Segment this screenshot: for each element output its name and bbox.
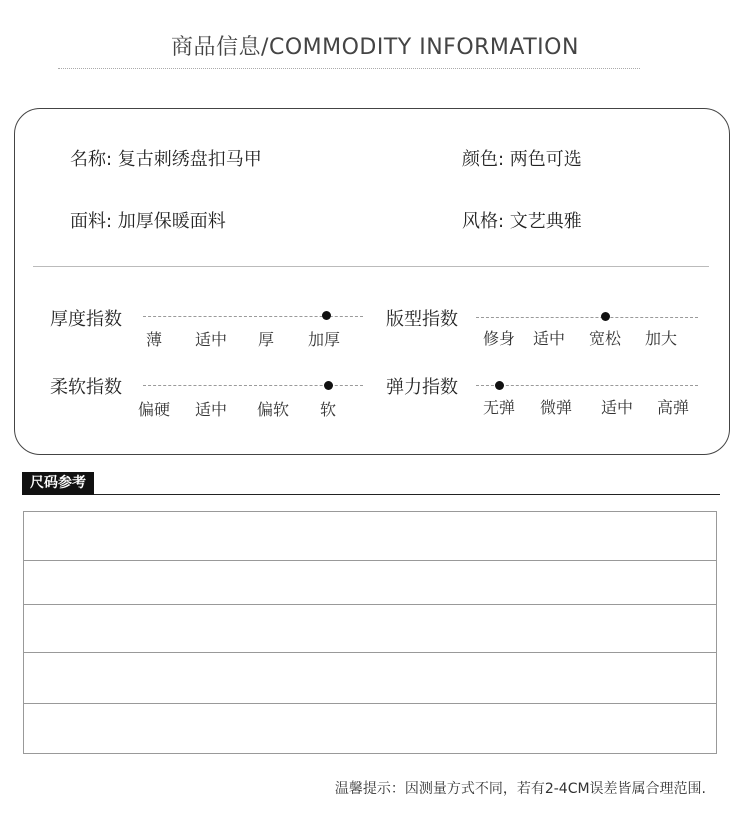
softness-marker [324,381,333,390]
table-row-divider [24,652,716,653]
product-style: 风格: 文艺典雅 [462,211,582,232]
elasticity-tick: 无弹 [483,398,516,417]
fit-index-label: 版型指数 [386,309,458,330]
size-section-rule [22,494,720,495]
elasticity-index-label: 弹力指数 [386,377,458,398]
elasticity-tick: 高弹 [657,398,690,417]
softness-tick: 适中 [195,400,228,419]
size-section-label: 尺码参考 [22,472,94,495]
table-row-divider [24,604,716,605]
thickness-index-label: 厚度指数 [50,309,122,330]
product-color: 颜色: 两色可选 [462,149,582,170]
fit-scale [476,317,698,318]
elasticity-tick: 微弹 [540,398,573,417]
elasticity-scale [476,385,698,386]
thickness-tick: 适中 [195,330,228,349]
elasticity-tick: 适中 [601,398,634,417]
product-fabric: 面料: 加厚保暖面料 [70,211,226,232]
fit-tick: 适中 [533,329,566,348]
thickness-tick: 加厚 [308,330,341,349]
softness-tick: 软 [320,400,337,419]
softness-tick: 偏软 [257,400,290,419]
table-row-divider [24,560,716,561]
elasticity-marker [495,381,504,390]
thickness-marker [322,311,331,320]
table-row-divider [24,703,716,704]
measurement-note: 温馨提示：因测量方式不同，若有2-4CM误差皆属合理范围. [334,781,706,797]
softness-index-label: 柔软指数 [50,377,122,398]
fit-tick: 加大 [645,329,678,348]
size-table [23,511,717,754]
fit-marker [601,312,610,321]
fit-tick: 修身 [483,329,516,348]
fit-tick: 宽松 [589,329,622,348]
thickness-tick: 厚 [258,330,275,349]
softness-tick: 偏硬 [138,400,171,419]
card-divider [33,266,709,267]
page-title: 商品信息/COMMODITY INFORMATION [171,35,579,60]
title-divider [58,68,640,69]
product-name: 名称: 复古刺绣盘扣马甲 [70,149,262,170]
thickness-tick: 薄 [146,330,163,349]
